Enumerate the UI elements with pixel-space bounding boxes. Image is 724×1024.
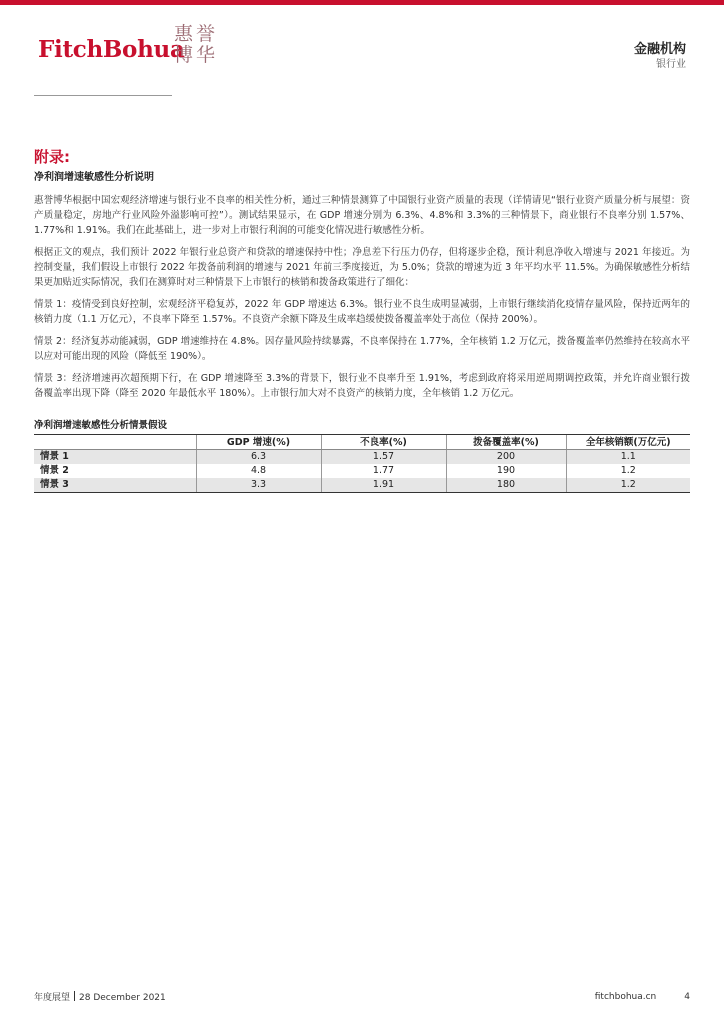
- footer-website-link[interactable]: fitchbohua.cn: [594, 992, 657, 1002]
- table-cell-scenario: 情景 3: [34, 478, 196, 493]
- table-cell-gdp: 3.3: [196, 478, 321, 493]
- header-divider: [34, 95, 172, 96]
- appendix-title: 附录:: [34, 148, 70, 166]
- table-title: 净利润增速敏感性分析情景假设: [34, 419, 690, 435]
- paragraph-scenario-3: 情景 3：经济增速再次超预期下行，在 GDP 增速降至 3.3%的背景下，银行业不良率升至 1.91%，考虑到政府将采用逆周期调控政策，并允许商业银行拨备覆盖率出现下降（降至 2020 年最低水平 180%）。上市银行加大对不良资产的核销力度，全年核销 1.2 万亿元。: [34, 373, 690, 399]
- top-accent-bar: [0, 0, 724, 5]
- section-heading: 净利润增速敏感性分析说明: [34, 172, 154, 183]
- paragraph-assumptions: 根据正文的观点，我们预计 2022 年银行业总资产和贷款的增速保持中性；净息差下行压力仍存，但将逐步企稳，预计利息净收入增速与 2021 年接近。为控制变量，我们假设上市银行 2022 年拨备前利润的增速与 2021 年前三季度接近，为 5.0%；贷款的增速为近 3 年平均水平 11.5%。为确保敏感性分析结果更加贴近实际情况，我们在测算时对三种情景下上市银行的核销和拨备政策进行了细化：: [34, 247, 690, 288]
- logo-wordmark: FitchBohua: [38, 36, 185, 63]
- table-cell-npl: 1.91: [321, 478, 446, 493]
- table-header-npl: 不良率(%): [321, 435, 446, 450]
- scenario-table: [34, 435, 690, 493]
- table-row: [34, 450, 690, 465]
- table-header-writeoff: 全年核销额(万亿元): [566, 435, 690, 450]
- table-cell-scenario: 情景 2: [34, 464, 196, 478]
- sector-label: [634, 42, 686, 72]
- table-header-gdp: GDP 增速(%): [196, 435, 321, 450]
- paragraph-intro: 惠誉博华根据中国宏观经济增速与银行业不良率的相关性分析，通过三种情景测算了中国银行业资产质量的表现（详情请见“银行业资产质量分析与展望：资产质量稳定，房地产行业风险外溢影响可控”）。测试结果显示，在 GDP 增速分别为 6.3%、4.8%和 3.3%的三种情景下，商业银行不良率分别 1.57%、1.77%和 1.91%。我们在此基础上，进一步对上市银行利润的可能变化情况进行敏感性分析。: [34, 195, 690, 236]
- footer-date: 28 December 2021: [79, 993, 166, 1003]
- footer-report-info: [34, 991, 166, 1004]
- sector-title: 金融机构: [633, 42, 686, 57]
- table-cell-coverage: 180: [446, 478, 566, 493]
- table-cell-coverage: 190: [446, 464, 566, 478]
- page-number: 4: [684, 992, 690, 1002]
- table-header-row: [34, 435, 690, 450]
- table-cell-gdp: 6.3: [196, 450, 321, 465]
- table-row: [34, 464, 690, 478]
- table-header-coverage: 拨备覆盖率(%): [446, 435, 566, 450]
- main-content: [34, 148, 690, 493]
- table-cell-coverage: 200: [446, 450, 566, 465]
- table-cell-gdp: 4.8: [196, 464, 321, 478]
- sector-subtitle: 银行业: [656, 59, 686, 70]
- paragraph-scenario-2: 情景 2：经济复苏动能减弱，GDP 增速维持在 4.8%。因存量风险持续暴露，不良率保持在 1.77%，全年核销 1.2 万亿元，拨备覆盖率仍然维持在较高水平以应对可能出现的风险（降低至 190%）。: [34, 336, 690, 362]
- paragraph-scenario-1: 情景 1：疫情受到良好控制，宏观经济平稳复苏，2022 年 GDP 增速达 6.3%。银行业不良生成明显减弱，上市银行继续消化疫情存量风险，保持近两年的核销力度（1.1 万亿元），不良率下降至 1.57%。不良资产余额下降及生成率趋缓使拨备覆盖率处于高位（保持 200%）。: [34, 299, 690, 325]
- footer-report-name: 年度展望: [34, 993, 71, 1003]
- footer-site-info: [595, 991, 690, 1003]
- table-cell-writeoff: 1.1: [566, 450, 690, 465]
- footer-separator: [74, 991, 75, 1001]
- table-cell-scenario: 情景 1: [34, 450, 196, 465]
- logo-chinese-mark: 惠誉博华: [174, 23, 219, 66]
- table-cell-npl: 1.77: [321, 464, 446, 478]
- table-cell-writeoff: 1.2: [566, 478, 690, 493]
- table-header-blank: [34, 435, 196, 450]
- table-row: [34, 478, 690, 493]
- table-cell-npl: 1.57: [321, 450, 446, 465]
- table-cell-writeoff: 1.2: [620, 465, 636, 476]
